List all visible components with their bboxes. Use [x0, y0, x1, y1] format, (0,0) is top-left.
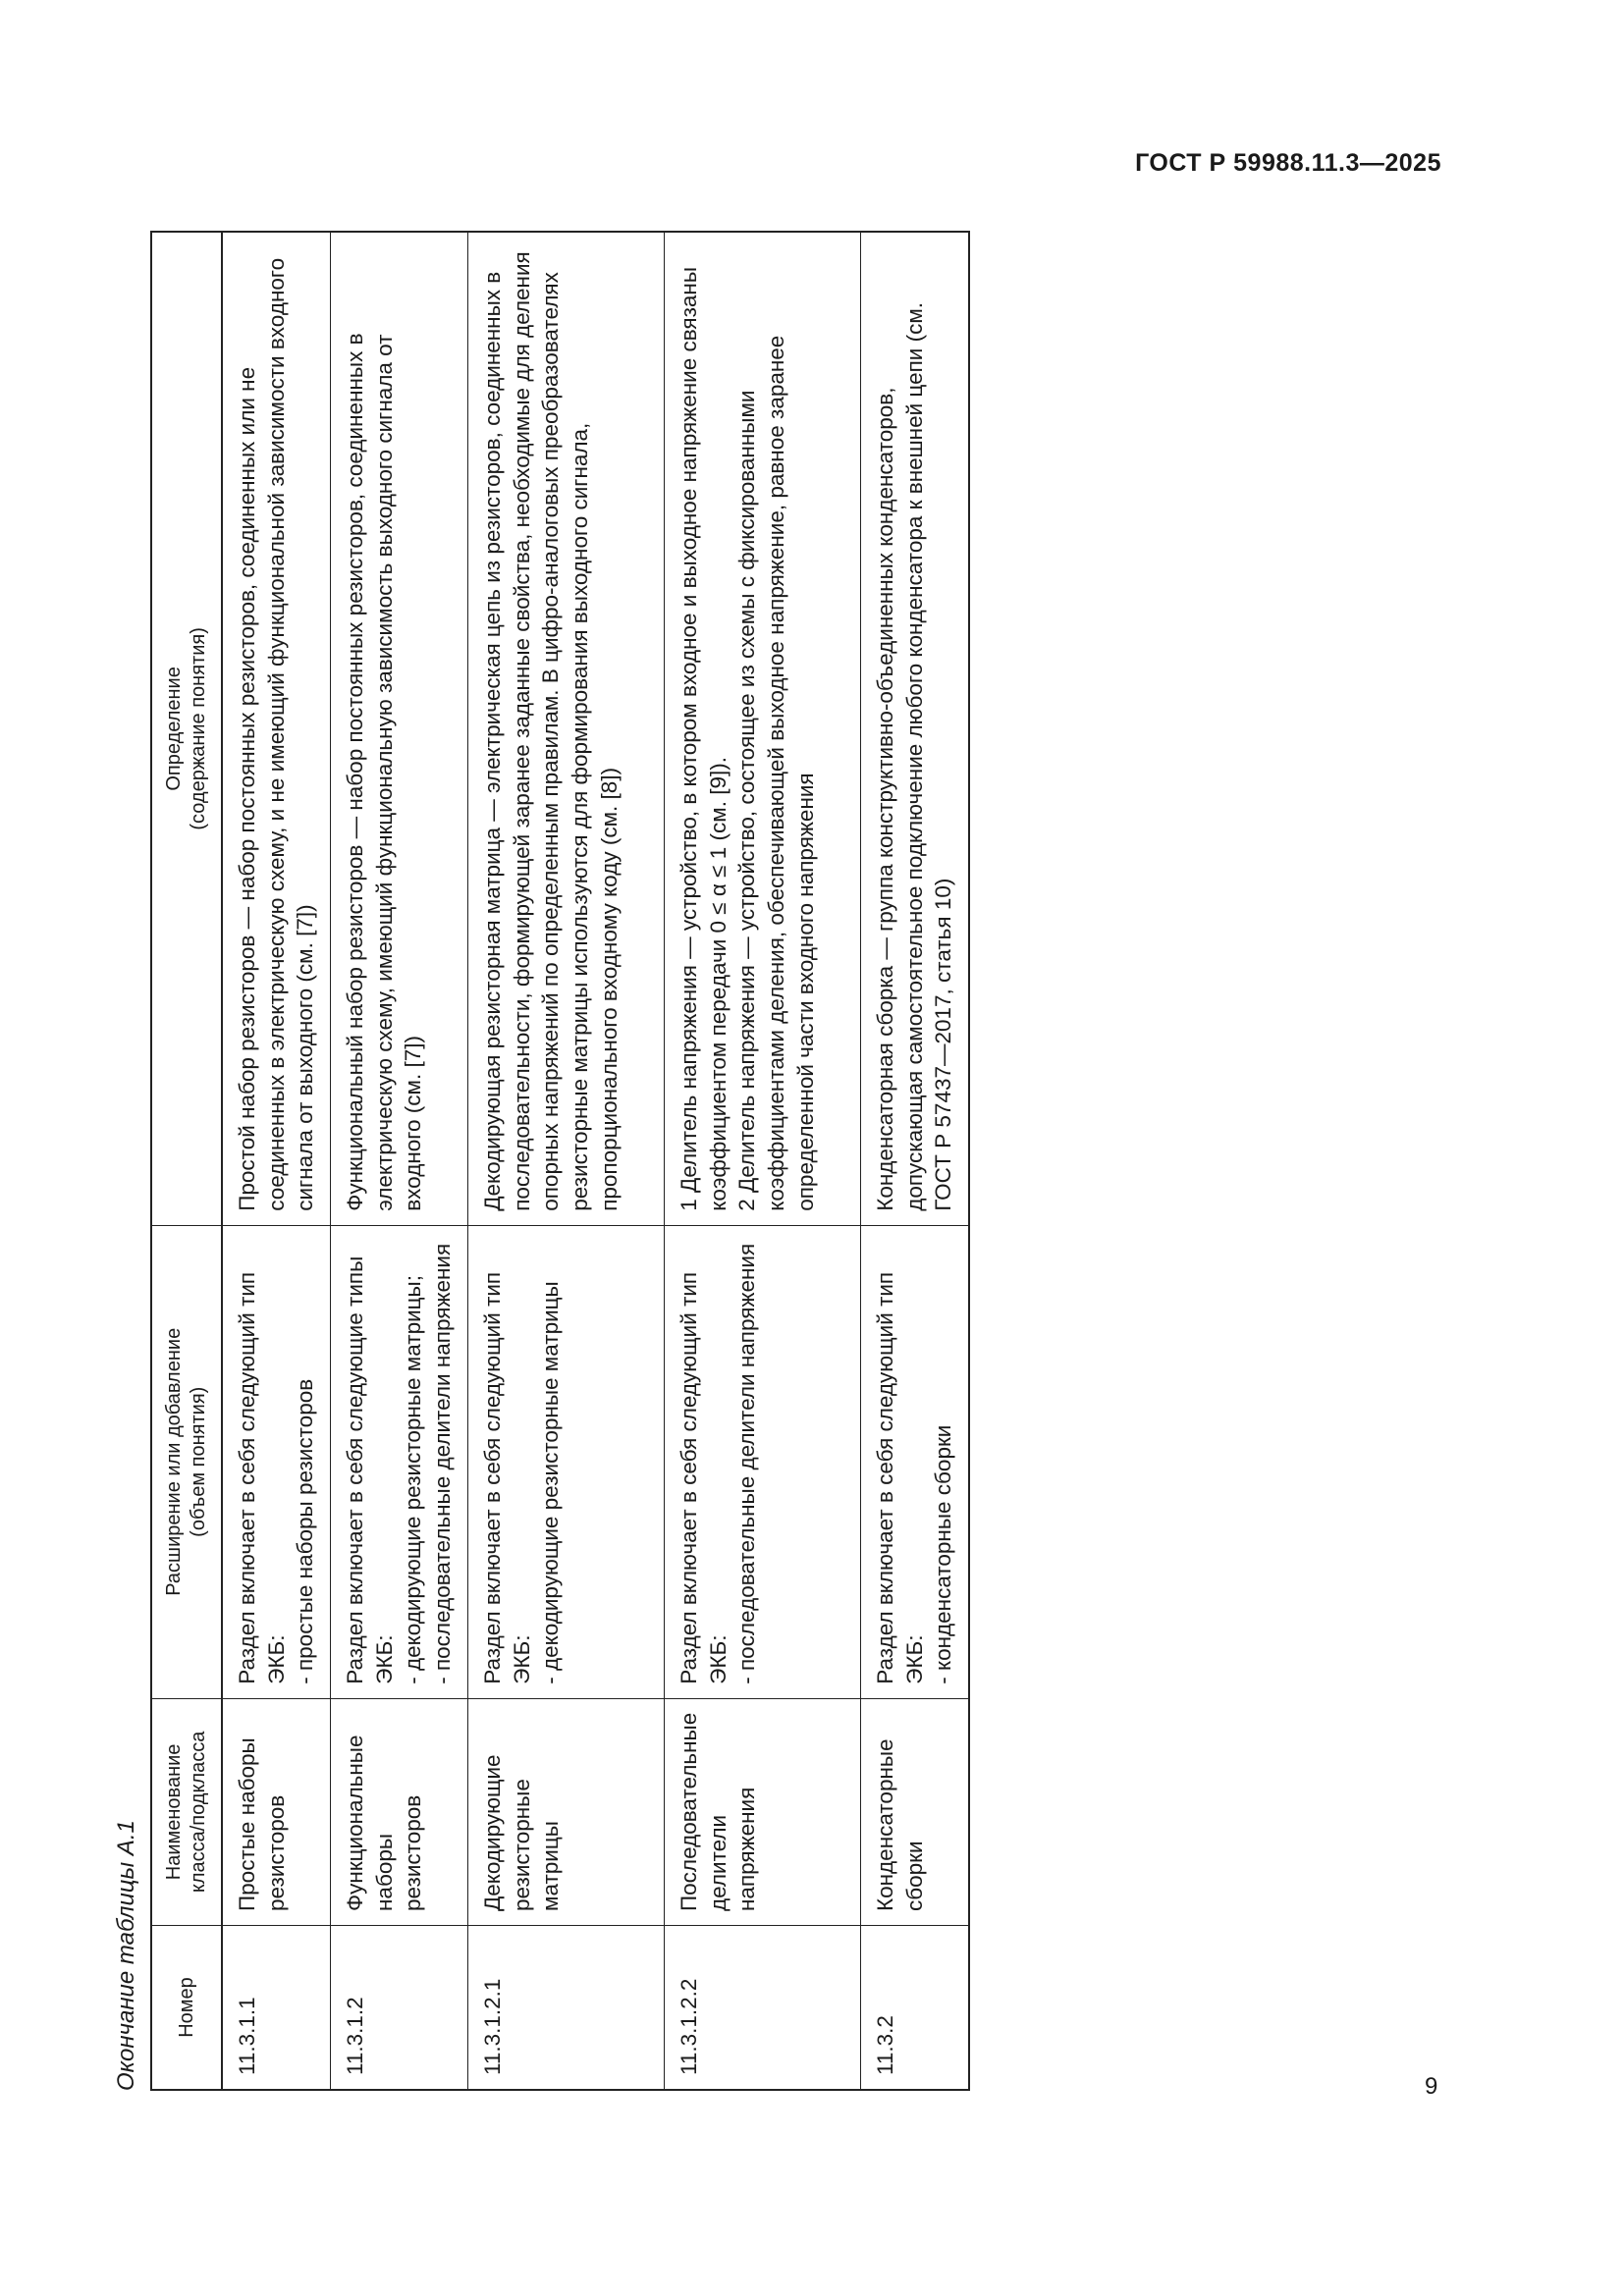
header-definition: Определение (содержание понятия)	[151, 232, 222, 1225]
row-class-name: Последовательные делители напряжения	[664, 1698, 860, 1925]
row-extension: Раздел включает в себя следующий тип ЭКБ: - простые наборы резисторов	[222, 1225, 331, 1698]
row-class-name: Декодирующие резисторные матрицы	[467, 1698, 664, 1925]
row-definition: 1 Делитель напряжения — устройство, в котором входное и выходное напряжение связаны коэффициентом передачи 0 ≤ α ≤ 1 (см. [9]). 2 Делитель напряжения — устройство, состоящее из схемы с фиксированными коэффициентами деления, обеспечивающей выходное напряжение, равное заранее определенной части входного напряжения	[664, 232, 860, 1225]
row-extension: Раздел включает в себя следующие типы ЭКБ: - декодирующие резисторные матрицы; - последовательные делители напряжения	[331, 1225, 468, 1698]
row-number: 11.3.2	[860, 1926, 969, 2091]
header-number: Номер	[151, 1926, 222, 2091]
row-extension: Раздел включает в себя следующий тип ЭКБ: - конденсаторные сборки	[860, 1225, 969, 1698]
row-definition: Простой набор резисторов — набор постоянных резисторов, соединенных или не соединенных в электрическую схему, и не имеющий функциональной зависимости входного сигнала от выходного (см. [7])	[222, 232, 331, 1225]
row-class-name: Простые наборы резисторов	[222, 1698, 331, 1925]
table-row	[860, 232, 969, 2090]
table-header-row	[151, 232, 222, 2090]
row-number: 11.3.1.2	[331, 1926, 468, 2091]
row-number: 11.3.1.2.1	[467, 1926, 664, 2091]
table-row	[331, 232, 468, 2090]
page-number: 9	[1425, 2073, 1438, 2100]
header-class-name: Наименование класса/подкласса	[151, 1698, 222, 1925]
row-definition: Декодирующая резисторная матрица — электрическая цепь из резисторов, соединенных в последовательности, формирующей заранее заданные свойства, необходимые для деления опорных напряжений по определенным правилам. В цифро-аналоговых преобразователях резисторные матрицы используются для формирования выходного сигнала, пропорционального входному коду (см. [8])	[467, 232, 664, 1225]
document-code-header: ГОСТ Р 59988.11.3—2025	[1135, 149, 1441, 177]
row-definition: Функциональный набор резисторов — набор постоянных резисторов, соединенных в электрическую схему, имеющий функциональную зависимость выходного сигнала от входного (см. [7])	[331, 232, 468, 1225]
table-row	[467, 232, 664, 2090]
row-number: 11.3.1.1	[222, 1926, 331, 2091]
classification-table	[150, 231, 970, 2091]
row-definition: Конденсаторная сборка — группа конструктивно-объединенных конденсаторов, допускающая самостоятельное подключение любого конденсатора к внешней цепи (см. ГОСТ Р 57437—2017, статья 10)	[860, 232, 969, 1225]
rotated-table-block	[113, 231, 967, 2091]
table-row	[664, 232, 860, 2090]
row-class-name: Конденсаторные сборки	[860, 1698, 969, 1925]
row-class-name: Функциональные наборы резисторов	[331, 1698, 468, 1925]
row-extension: Раздел включает в себя следующий тип ЭКБ: - декодирующие резисторные матрицы	[467, 1225, 664, 1698]
header-extension: Расширение или добавление (объем понятия)	[151, 1225, 222, 1698]
table-caption: Окончание таблицы А.1	[113, 1820, 139, 2091]
row-extension: Раздел включает в себя следующий тип ЭКБ: - последовательные делители напряжения	[664, 1225, 860, 1698]
table-row	[222, 232, 331, 2090]
row-number: 11.3.1.2.2	[664, 1926, 860, 2091]
